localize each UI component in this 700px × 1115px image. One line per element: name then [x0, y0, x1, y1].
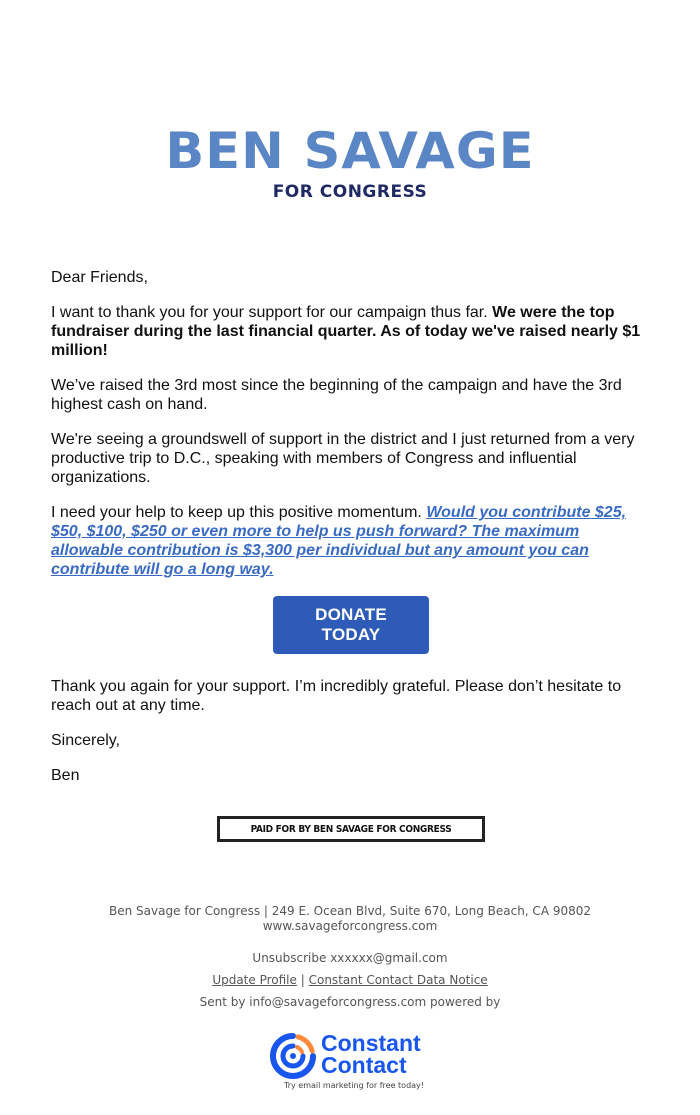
- fundraising-highlight: We were the top fundraiser during the last financial quarter. As of today we've raised nearly $1 million!: [51, 304, 641, 359]
- email-footer: [0, 904, 700, 1010]
- paragraph-thanks-text: I want to thank you for your support for our campaign thus far.: [51, 304, 493, 321]
- paragraph-support: We're seeing a groundswell of support in the district and I just returned from a very productive trip to D.C., speaking with members of Congress and influential organizations.: [51, 431, 635, 486]
- cc-tagline: Try email marketing for free today!: [284, 1081, 424, 1090]
- greeting: Dear Friends,: [51, 269, 148, 286]
- footer-website: www.savageforcongress.com: [262, 919, 438, 933]
- sign-off: Sincerely,: [51, 732, 121, 749]
- logo-title: BEN SAVAGE: [165, 122, 535, 180]
- donate-container: [51, 596, 651, 654]
- paragraph-closing-thanks: Thank you again for your support. I’m incredibly grateful. Please don’t hesitate to reach out at any time.: [51, 678, 622, 714]
- footer-separator: |: [300, 973, 305, 987]
- disclaimer-text: PAID FOR BY BEN SAVAGE FOR CONGRESS: [250, 824, 452, 835]
- campaign-logo: [0, 122, 700, 202]
- data-notice-link[interactable]: Constant Contact Data Notice: [308, 973, 488, 987]
- logo-subtitle: FOR CONGRESS: [272, 182, 428, 202]
- footer-links: [0, 973, 700, 988]
- constant-contact-logo[interactable]: [269, 1032, 439, 1092]
- paragraph-ranking: We’ve raised the 3rd most since the beginning of the campaign and have the 3rd highest cash on hand.: [51, 377, 622, 413]
- donate-button[interactable]: DONATE TODAY: [273, 596, 429, 654]
- contribute-link[interactable]: Would you contribute $25, $50, $100, $250 or even more to help us push forward? The maximum allowable contribution is $3,300 per individual but any amount you can contribute will go a long way.: [51, 504, 627, 578]
- footer-address: Ben Savage for Congress | 249 E. Ocean Blvd, Suite 670, Long Beach, CA 90802: [108, 904, 592, 918]
- paragraph-ask: [51, 503, 651, 579]
- constant-contact-icon: [269, 1032, 317, 1080]
- unsubscribe-link[interactable]: Unsubscribe xxxxxx@gmail.com: [252, 951, 448, 965]
- email-body: [51, 268, 651, 801]
- update-profile-link[interactable]: Update Profile: [212, 973, 297, 987]
- sent-by-text: Sent by info@savageforcongress.com powered by: [199, 995, 501, 1009]
- cc-wordmark-line1: Constant: [321, 1030, 421, 1056]
- paragraph-thanks: [51, 303, 651, 360]
- cc-wordmark-line2: Contact: [321, 1052, 407, 1078]
- constant-contact-wordmark: [321, 1032, 421, 1076]
- paid-for-disclaimer: [217, 816, 485, 842]
- signature: Ben: [51, 767, 80, 784]
- paragraph-ask-text: I need your help to keep up this positive momentum.: [51, 504, 427, 521]
